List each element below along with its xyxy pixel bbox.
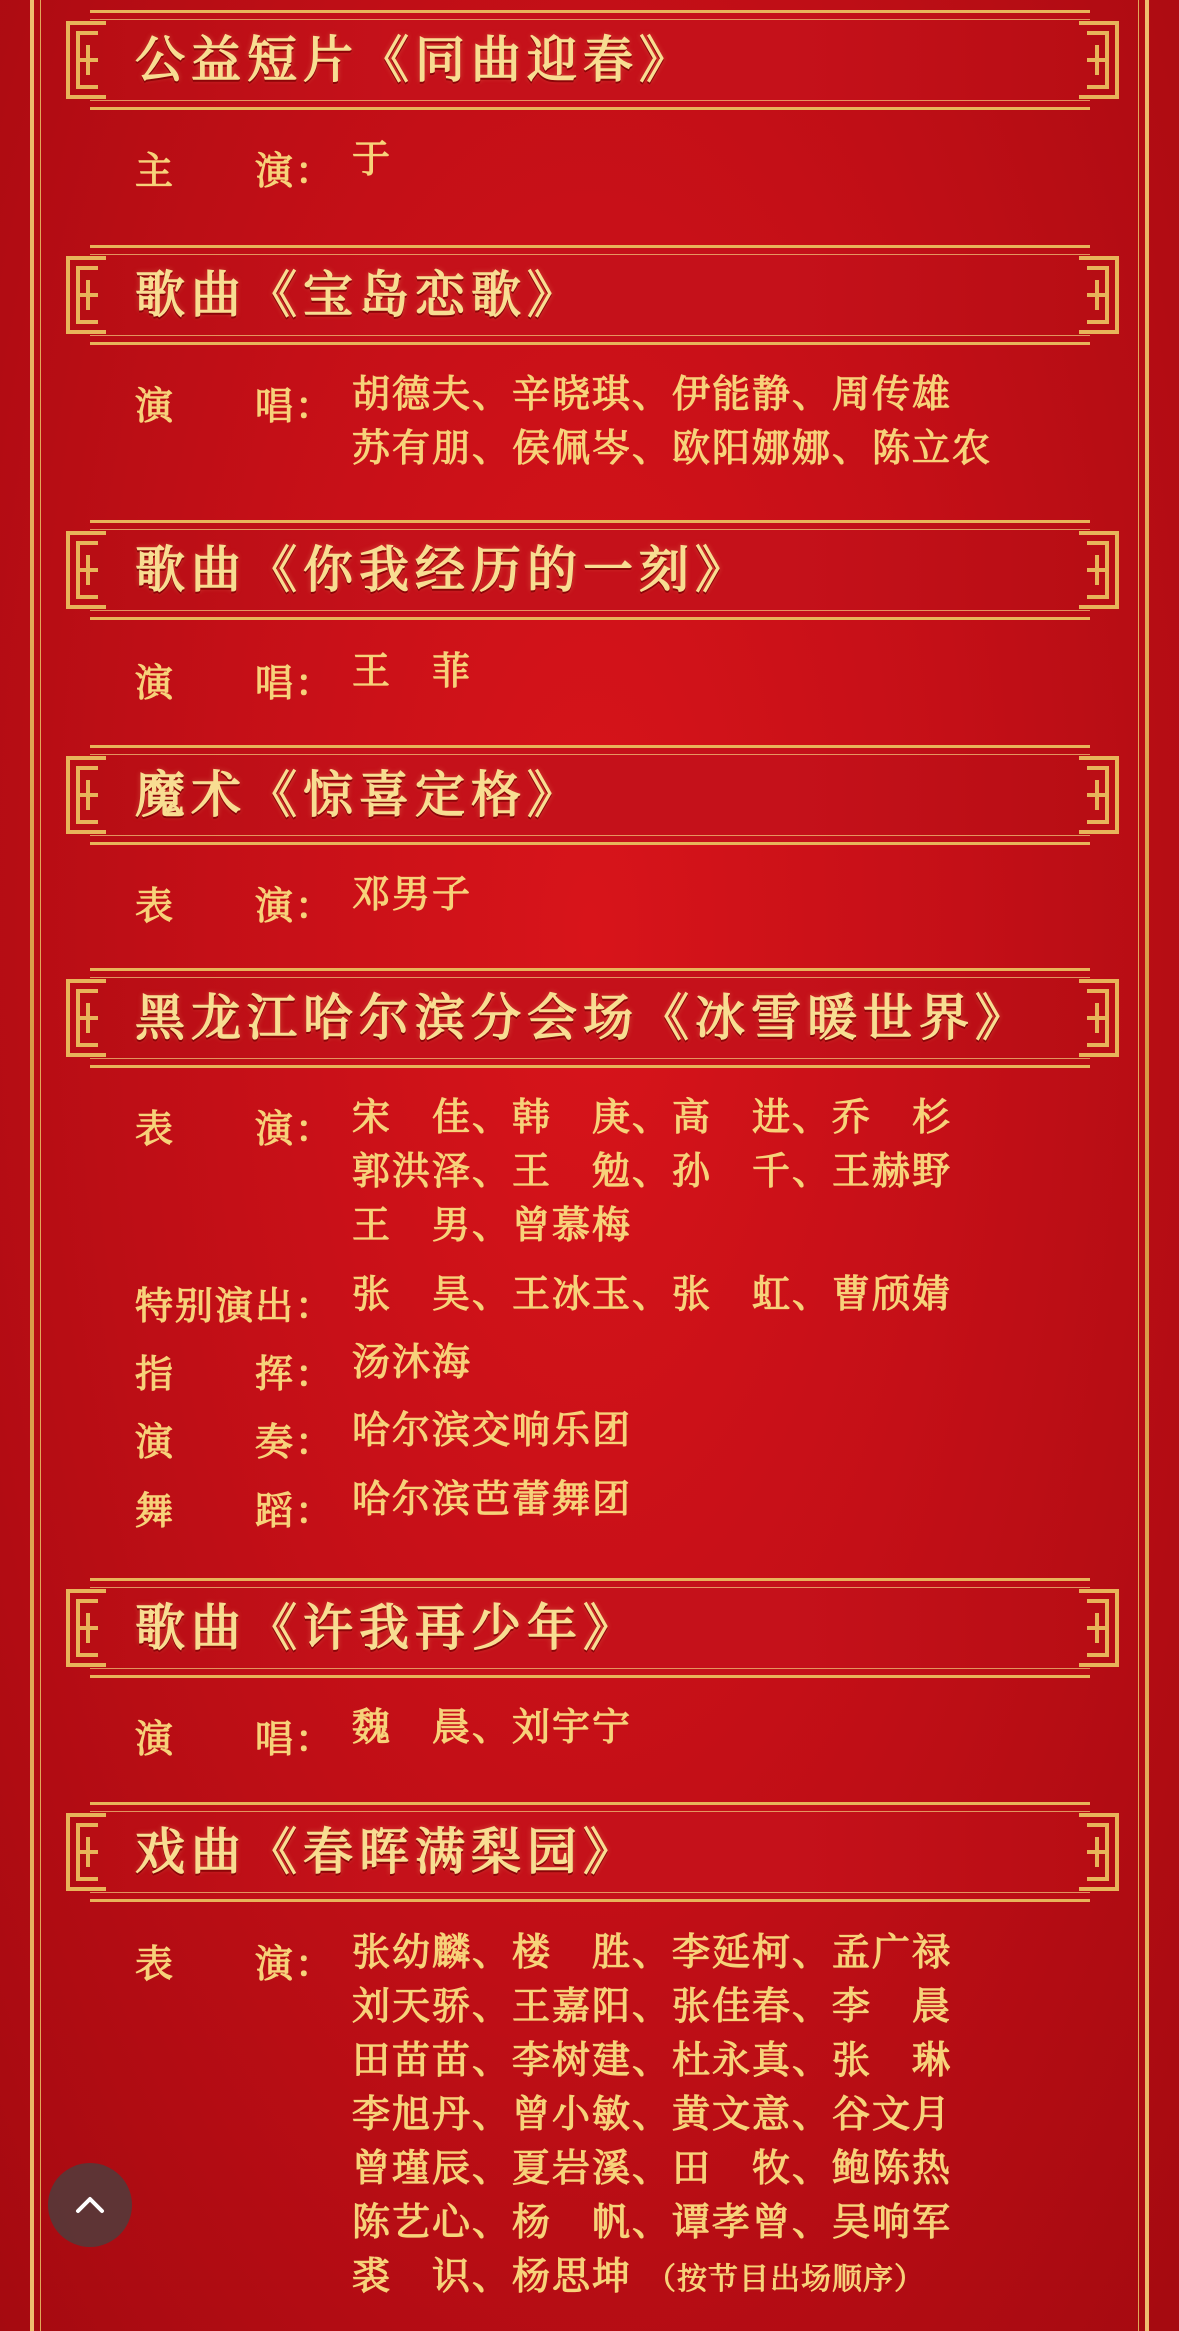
program-title: 戏曲《春晖满梨园》 — [135, 1822, 639, 1881]
scroll-to-top-button[interactable] — [48, 2163, 132, 2247]
fret-ornament-icon — [1075, 1807, 1127, 1897]
credit-line: 哈尔滨芭蕾舞团 — [352, 1476, 633, 1521]
credit-label: 表 演： — [135, 1106, 336, 1151]
credit-line: 张 昊、王冰玉、张 虹、曹颀婧 — [352, 1271, 953, 1316]
credit-line: 曾瑾辰、夏岩溪、田 牧、鲍陈热 — [352, 2145, 953, 2190]
credit-line: 李旭丹、曾小敏、黄文意、谷文月 — [352, 2091, 953, 2136]
border-left — [30, 0, 34, 2331]
credit-line: 张幼麟、楼 胜、李延柯、孟广禄 — [352, 1929, 953, 1974]
credit-line: 胡德夫、辛晓琪、伊能静、周传雄 — [352, 371, 953, 416]
credit-value — [352, 1700, 632, 1754]
fret-ornament-icon — [1075, 750, 1127, 840]
credit-label: 表 演： — [135, 883, 336, 928]
credit-line: 刘天骄、王嘉阳、张佳春、李 晨 — [352, 1983, 953, 2028]
credit-line: 哈尔滨交响乐团 — [352, 1407, 633, 1452]
fret-ornament-icon — [1075, 15, 1127, 105]
credit-line: 郭洪泽、王 勉、孙 千、王赫野 — [352, 1148, 953, 1193]
fret-ornament-icon — [58, 250, 110, 340]
credit-value — [352, 1403, 632, 1457]
program-title: 歌曲《许我再少年》 — [135, 1598, 639, 1657]
fret-ornament-icon — [58, 750, 110, 840]
program-title: 歌曲《你我经历的一刻》 — [135, 540, 751, 599]
fret-ornament-icon — [1075, 1583, 1127, 1673]
credit-line-text: 裘 识、杨思坤 — [352, 2253, 633, 2298]
fret-ornament-icon — [58, 1583, 110, 1673]
credit-line: 陈艺心、杨 帆、谭孝曾、吴响军 — [352, 2199, 953, 2244]
program-title: 魔术《惊喜定格》 — [135, 765, 583, 824]
credit-value — [352, 644, 472, 698]
fret-ornament-icon — [58, 973, 110, 1063]
credit-line: 汤沐海 — [352, 1339, 473, 1384]
order-note: （按节目出场顺序） — [646, 2262, 926, 2297]
program-title: 歌曲《宝岛恋歌》 — [135, 265, 583, 324]
credit-value — [352, 1090, 952, 1252]
credit-line: 邓男子 — [352, 871, 473, 916]
credit-line — [352, 2249, 952, 2303]
credit-line: 王 男、曾慕梅 — [352, 1202, 633, 1247]
credit-label: 演 唱： — [135, 383, 336, 428]
border-right — [1145, 0, 1149, 2331]
credit-value — [352, 1472, 632, 1526]
credit-label: 主 演： — [135, 148, 336, 193]
credit-line: 宋 佳、韩 庚、高 进、乔 杉 — [352, 1094, 953, 1139]
credit-value — [352, 132, 392, 186]
credit-line: 王 菲 — [352, 648, 473, 693]
credit-value — [352, 1267, 952, 1321]
chevron-up-icon — [70, 2185, 110, 2225]
program-title: 黑龙江哈尔滨分会场《冰雪暖世界》 — [135, 988, 1031, 1047]
credit-label: 表 演： — [135, 1941, 336, 1986]
program-title: 公益短片《同曲迎春》 — [135, 30, 695, 89]
credit-value — [352, 1335, 472, 1389]
fret-ornament-icon — [58, 525, 110, 615]
credit-value — [352, 867, 472, 921]
credit-label: 演 唱： — [135, 1716, 336, 1761]
credit-line: 于 — [352, 136, 393, 181]
credit-label: 舞 蹈： — [135, 1488, 336, 1533]
credit-value — [352, 367, 992, 475]
credit-label: 演 唱： — [135, 660, 336, 705]
fret-ornament-icon — [1075, 525, 1127, 615]
fret-ornament-icon — [58, 15, 110, 105]
fret-ornament-icon — [1075, 973, 1127, 1063]
fret-ornament-icon — [1075, 250, 1127, 340]
credit-line: 魏 晨、刘宇宁 — [352, 1704, 633, 1749]
credit-label: 演 奏： — [135, 1419, 336, 1464]
credit-label: 指 挥： — [135, 1351, 336, 1396]
credit-value — [352, 1925, 952, 2303]
credit-line: 苏有朋、侯佩岑、欧阳娜娜、陈立农 — [352, 425, 993, 470]
fret-ornament-icon — [58, 1807, 110, 1897]
credit-line: 田苗苗、李树建、杜永真、张 琳 — [352, 2037, 953, 2082]
credit-label: 特别演出： — [135, 1283, 336, 1328]
